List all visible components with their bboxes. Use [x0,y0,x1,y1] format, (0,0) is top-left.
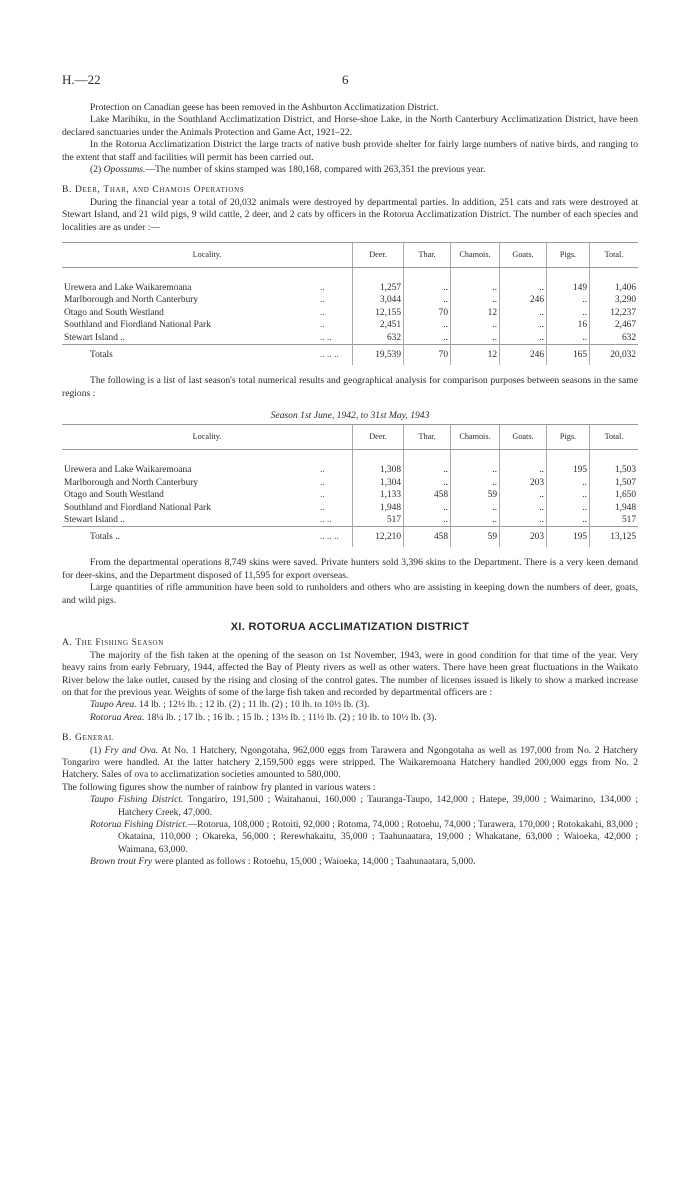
spacer-cell [451,450,500,465]
paragraph-opossums: (2) Opossums.—The number of skins stamped was 180,168, compared with 263,351 the previous year. [90,164,486,176]
col-locality: Locality. [62,243,353,268]
cell-total: 1,507 [590,477,639,489]
cell-leader-dots: .. [320,320,325,331]
brown-trout-fry: Brown trout Fry were planted as follows : Rotoehu, 15,000 ; Waioeka, 14,000 ; Taahunaatara, 5,000. [90,856,476,868]
cell-pigs: .. [547,489,590,501]
cell-chamois: 12 [451,345,500,366]
cell-goats: 203 [500,477,547,489]
spacer-cell [500,268,547,283]
cell-pigs: .. [547,294,590,306]
cell-pigs: 195 [547,464,590,476]
cell-goats: 246 [500,345,547,366]
cell-locality: Otago and South Westland [64,490,164,501]
table-row [62,502,638,514]
cell-chamois: 59 [451,489,500,501]
cell-chamois: .. [451,282,500,294]
table-header-row [62,243,638,268]
spacer-cell [62,450,318,465]
cell-leader-dots: .. .. [320,332,332,343]
cell-thar: 70 [404,345,451,366]
cell-chamois: .. [451,514,500,527]
cell-thar: 458 [404,527,451,548]
table-totals-row [62,527,638,548]
rotorua-weights: Rotorua Area. 18¼ lb. ; 17 lb. ; 16 lb. ; 15 lb. ; 13½ lb. ; 11½ lb. (2) ; 10 lb. to 10½ lb. (3). [90,711,437,723]
cell-thar: .. [404,294,451,306]
cell-deer: 3,044 [353,294,404,306]
section-b-general-title: B. General [62,732,114,744]
spacer-cell [547,268,590,283]
paragraph: Lake Marihiku, in the Southland Acclimatization District, and Horse-shoe Lake, in the North Canterbury Acclimatization District, have been declared sanctuaries under the Animals Protection and Game Act, 1921–22. [62,114,638,138]
cell-pigs: 165 [547,345,590,366]
paragraph: Protection on Canadian geese has been removed in the Ashburton Acclimatization District. [90,102,439,113]
section-heading-rotorua: XI. ROTORUA ACCLIMATIZATION DISTRICT [230,620,470,633]
cell-deer: 517 [353,514,404,527]
col-thar: Thar. [404,425,451,450]
paragraph: The following is a list of last season's total numerical results and geographical analysis for comparison purposes between seasons in the same regions : [62,375,638,399]
cell-total: 3,290 [590,294,639,306]
cell-locality: Urewera and Lake Waikaremoana [64,465,192,476]
cell-deer: 19,539 [353,345,404,366]
col-total: Total. [590,425,639,450]
cell-goats: 203 [500,527,547,548]
cell-goats: .. [500,307,547,319]
spacer-cell [404,268,451,283]
paragraph: During the financial year a total of 20,032 animals were destroyed by departmental parties. In addition, 251 cats and rats were destroyed at Stewart Island, and 21 wild pigs, 9 wild cattle, 2 deer, and 2 cats by officers in the Rotorua Acclimatization District. The number of each species and localities are as under :— [62,196,638,233]
cell-leader-dots: .. .. [320,514,332,525]
cell-total: 1,948 [590,502,639,514]
col-chamois: Chamois. [451,243,500,268]
table-row [62,477,638,489]
cell-locality: Stewart Island .. [64,332,125,343]
col-deer: Deer. [353,425,404,450]
table-row [62,319,638,331]
spacer-cell [547,450,590,465]
paragraph: Large quantities of rifle ammunition have been sold to runholders and others who are assisting in keeping down the numbers of deer, goats, and wild pigs. [62,582,638,606]
cell-goats: .. [500,464,547,476]
table-row [62,514,638,527]
cell-leader-dots: .. [320,295,325,306]
table-header-row [62,425,638,450]
col-chamois: Chamois. [451,425,500,450]
col-locality: Locality. [62,425,353,450]
cell-leader-dots: .. [320,490,325,501]
cell-goats: .. [500,502,547,514]
cell-deer: 12,210 [353,527,404,548]
cell-goats: .. [500,489,547,501]
cell-goats: 246 [500,294,547,306]
cell-thar: .. [404,332,451,345]
cell-total: 13,125 [590,527,639,548]
cell-chamois: .. [451,294,500,306]
paragraph: The following figures show the number of rainbow fry planted in various waters : [62,781,376,793]
cell-locality: Southland and Fiordland National Park [64,502,211,513]
document-body [62,102,638,869]
table-previous-season [62,424,638,547]
cell-chamois: 59 [451,527,500,548]
col-goats: Goats. [500,243,547,268]
cell-leader-dots: .. .. .. [318,345,353,366]
col-deer: Deer. [353,243,404,268]
table-caption: Season 1st June, 1942, to 31st May, 1943 [270,409,430,421]
col-pigs: Pigs. [547,243,590,268]
spacer-cell [62,268,318,283]
cell-total: 20,032 [590,345,639,366]
cell-chamois: .. [451,464,500,476]
cell-locality: Marlborough and North Canterbury [64,295,199,306]
cell-pigs: 149 [547,282,590,294]
cell-total: 1,650 [590,489,639,501]
paragraph-fry-ova: (1) Fry and Ova. At No. 1 Hatchery, Ngongotaha, 962,000 eggs from Tarawera and Ngongotaha as well as 197,000 from No. 2 Hatchery Tongariro were handled. At the latter hatchery 2,159,500 eggs were stripped. The Waikaremoana Hatchery handled 200,000 eggs from No. 2 Hatchery. Sales of ova to acclimatization societies amounted to 580,000. [62,744,639,781]
spacer-cell [353,268,404,283]
spacer-cell [451,268,500,283]
cell-total: 517 [590,514,639,527]
cell-total: 12,237 [590,307,639,319]
col-total: Total. [590,243,639,268]
col-pigs: Pigs. [547,425,590,450]
taupo-fry: Taupo Fishing District. Tongariro, 191,500 ; Waitahanui, 160,000 ; Tauranga-Taupo, 142,000 ; Hatepe, 39,000 ; Waimarino, 134,000 ; Hatchery Creek, 47,000. [90,794,638,818]
taupo-weights: Taupo Area. 14 lb. ; 12½ lb. ; 12 lb. (2) ; 11 lb. (2) ; 10 lb. to 10½ lb. (3). [90,699,370,711]
cell-locality: Totals [62,345,318,366]
spacer-cell [318,450,353,465]
table-spacer-row [62,450,638,465]
cell-leader-dots: .. [320,465,325,476]
cell-thar: .. [404,464,451,476]
spacer-cell [590,268,639,283]
cell-thar: 70 [404,307,451,319]
section-a-title: A. The Fishing Season [62,637,164,649]
table-row [62,332,638,345]
paragraph: The majority of the fish taken at the opening of the season on 1st November, 1943, were in good condition for that time of the year. Very heavy rains from early February, 1944, affected the Bay of Plenty rivers as well as other waters. There have been great fluctuations in the Waikato River below the lake outlet, caused by the rising and closing of the control gates. The number of licenses issued is likely to show a marked increase on that for the previous year. Weights of some of the large fish taken and recorded by departmental officers are : [62,649,638,698]
paragraph: In the Rotorua Acclimatization District the large tracts of native bush provide shelter for fairly large numbers of native birds, and ranging to the extent that staff and facilities will permit has been carried out. [62,139,638,163]
cell-leader-dots: .. .. .. [318,527,353,548]
table-row [62,282,638,294]
cell-pigs: 195 [547,527,590,548]
cell-locality: Totals .. [62,527,318,548]
cell-deer: 1,257 [353,282,404,294]
cell-leader-dots: .. [320,477,325,488]
cell-thar: .. [404,514,451,527]
cell-thar: .. [404,477,451,489]
cell-total: 1,503 [590,464,639,476]
cell-deer: 1,308 [353,464,404,476]
cell-total: 632 [590,332,639,345]
cell-locality: Otago and South Westland [64,307,164,318]
table-current-season [62,242,638,365]
spacer-cell [353,450,404,465]
spacer-cell [318,268,353,283]
cell-chamois: .. [451,319,500,331]
table-row [62,489,638,501]
paragraph: From the departmental operations 8,749 skins were saved. Private hunters sold 3,396 skins to the Department. There is a very keen demand for deer-skins, and the Department disposed of 11,595 for export overseas. [62,557,638,581]
opossums-label: Opossums. [103,164,146,176]
cell-pigs: .. [547,332,590,345]
table-row [62,294,638,306]
cell-chamois: .. [451,332,500,345]
cell-goats: .. [500,319,547,331]
cell-deer: 1,133 [353,489,404,501]
cell-goats: .. [500,282,547,294]
cell-pigs: .. [547,477,590,489]
rotorua-fry: Rotorua Fishing District.—Rotorua, 108,000 ; Rotoiti, 92,000 ; Rotoma, 74,000 ; Rotoehu, 74,000 ; Tarawera, 170,000 ; Rotokakahi, 83,000 ; Okataina, 110,000 ; Okareka, 56,000 ; Rerewhakaitu, 35,000 ; Taahunaatara, 19,000 ; Whakatane, 63,000 ; Waioeka, 42,000 ; Waimana, 63,000. [90,819,638,855]
cell-chamois: .. [451,502,500,514]
page-number: 6 [342,72,349,87]
spacer-cell [500,450,547,465]
cell-goats: .. [500,332,547,345]
cell-deer: 1,948 [353,502,404,514]
table-totals-row [62,345,638,366]
cell-thar: .. [404,502,451,514]
cell-locality: Stewart Island .. [64,514,125,525]
cell-leader-dots: .. [320,283,325,294]
cell-locality: Urewera and Lake Waikaremoana [64,283,192,294]
section-b-title: B. Deer, Thar, and Chamois Operations [62,184,245,196]
cell-total: 2,467 [590,319,639,331]
cell-thar: 458 [404,489,451,501]
cell-pigs: .. [547,514,590,527]
table-row [62,307,638,319]
cell-chamois: .. [451,477,500,489]
cell-chamois: 12 [451,307,500,319]
cell-thar: .. [404,319,451,331]
cell-deer: 2,451 [353,319,404,331]
table-row [62,464,638,476]
cell-pigs: .. [547,502,590,514]
cell-locality: Southland and Fiordland National Park [64,320,211,331]
cell-deer: 632 [353,332,404,345]
cell-thar: .. [404,282,451,294]
cell-deer: 1,304 [353,477,404,489]
col-thar: Thar. [404,243,451,268]
cell-leader-dots: .. [320,307,325,318]
page-header [62,72,638,88]
report-reference: H.—22 [62,72,101,87]
spacer-cell [590,450,639,465]
col-goats: Goats. [500,425,547,450]
cell-leader-dots: .. [320,502,325,513]
cell-total: 1,406 [590,282,639,294]
spacer-cell [404,450,451,465]
cell-deer: 12,155 [353,307,404,319]
cell-pigs: .. [547,307,590,319]
table-spacer-row [62,268,638,283]
cell-goats: .. [500,514,547,527]
cell-pigs: 16 [547,319,590,331]
cell-locality: Marlborough and North Canterbury [64,477,199,488]
